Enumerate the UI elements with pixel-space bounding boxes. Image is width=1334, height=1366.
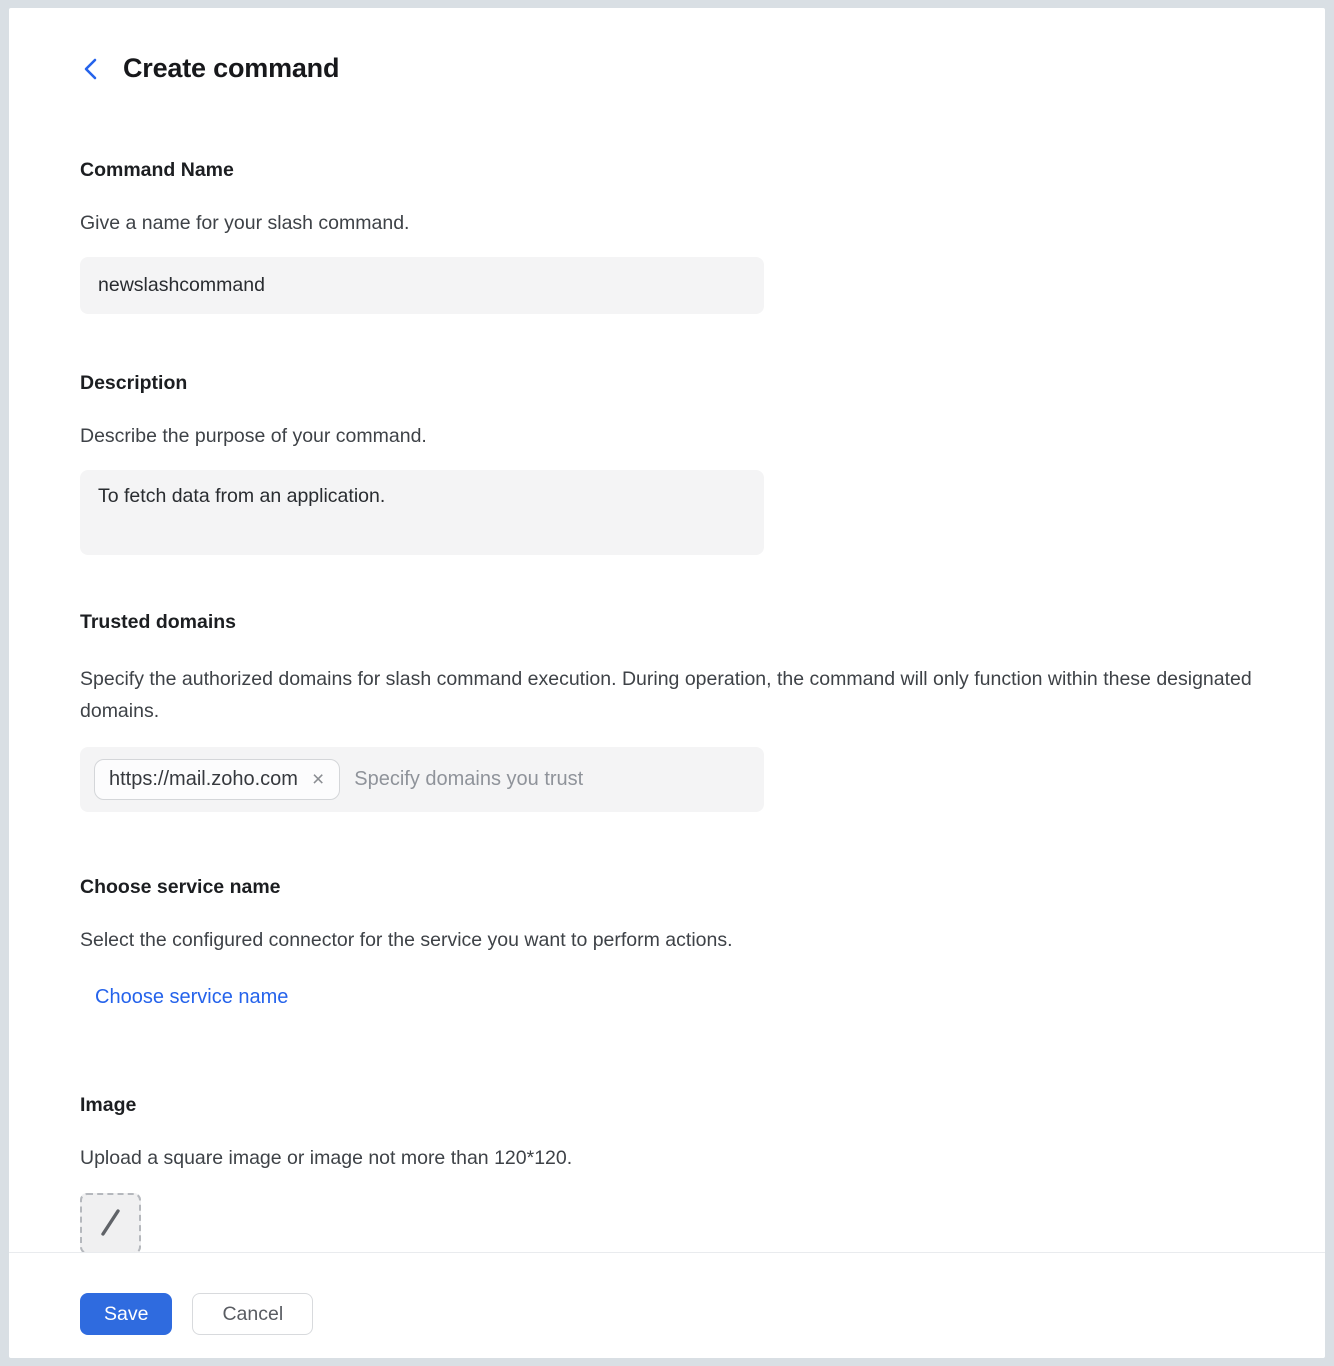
- description-textarea[interactable]: [80, 470, 764, 555]
- service-name-section: [80, 877, 1275, 1009]
- save-button[interactable]: Save: [80, 1293, 172, 1335]
- trusted-domains-description: Specify the authorized domains for slash command execution. During operation, the command will only function within these designated domains.: [80, 668, 1252, 722]
- create-command-page: [9, 8, 1325, 1358]
- chevron-left-icon: [81, 57, 103, 81]
- image-section: [80, 1095, 1275, 1252]
- domain-chip: [94, 759, 340, 800]
- image-label: Image: [80, 1094, 137, 1116]
- add-domain-input[interactable]: [354, 768, 750, 791]
- choose-service-name-link[interactable]: Choose service name: [95, 986, 289, 1008]
- trusted-domains-input[interactable]: [80, 747, 764, 812]
- page-title: Create command: [123, 53, 340, 83]
- description-section: [80, 373, 1275, 555]
- description-description: Describe the purpose of your command.: [80, 425, 427, 447]
- footer-action-bar: [9, 1252, 1325, 1358]
- image-upload-button[interactable]: [80, 1193, 141, 1252]
- slash-icon: [80, 1193, 141, 1252]
- command-name-section: [80, 160, 1275, 314]
- domain-chip-value: https://mail.zoho.com: [109, 768, 298, 790]
- form-content: [9, 8, 1325, 1252]
- remove-domain-icon[interactable]: ×: [311, 768, 325, 791]
- command-name-label: Command Name: [80, 159, 234, 181]
- image-description: Upload a square image or image not more than 120*120.: [80, 1147, 573, 1169]
- cancel-button[interactable]: Cancel: [192, 1293, 313, 1335]
- page-header: [80, 53, 1275, 84]
- trusted-domains-label: Trusted domains: [80, 611, 237, 633]
- service-name-description: Select the configured connector for the service you want to perform actions.: [80, 929, 733, 951]
- description-label: Description: [80, 372, 188, 394]
- command-name-input[interactable]: [80, 257, 764, 314]
- service-name-label: Choose service name: [80, 876, 281, 898]
- back-button[interactable]: [80, 57, 104, 81]
- command-name-description: Give a name for your slash command.: [80, 212, 410, 234]
- trusted-domains-section: [80, 612, 1275, 812]
